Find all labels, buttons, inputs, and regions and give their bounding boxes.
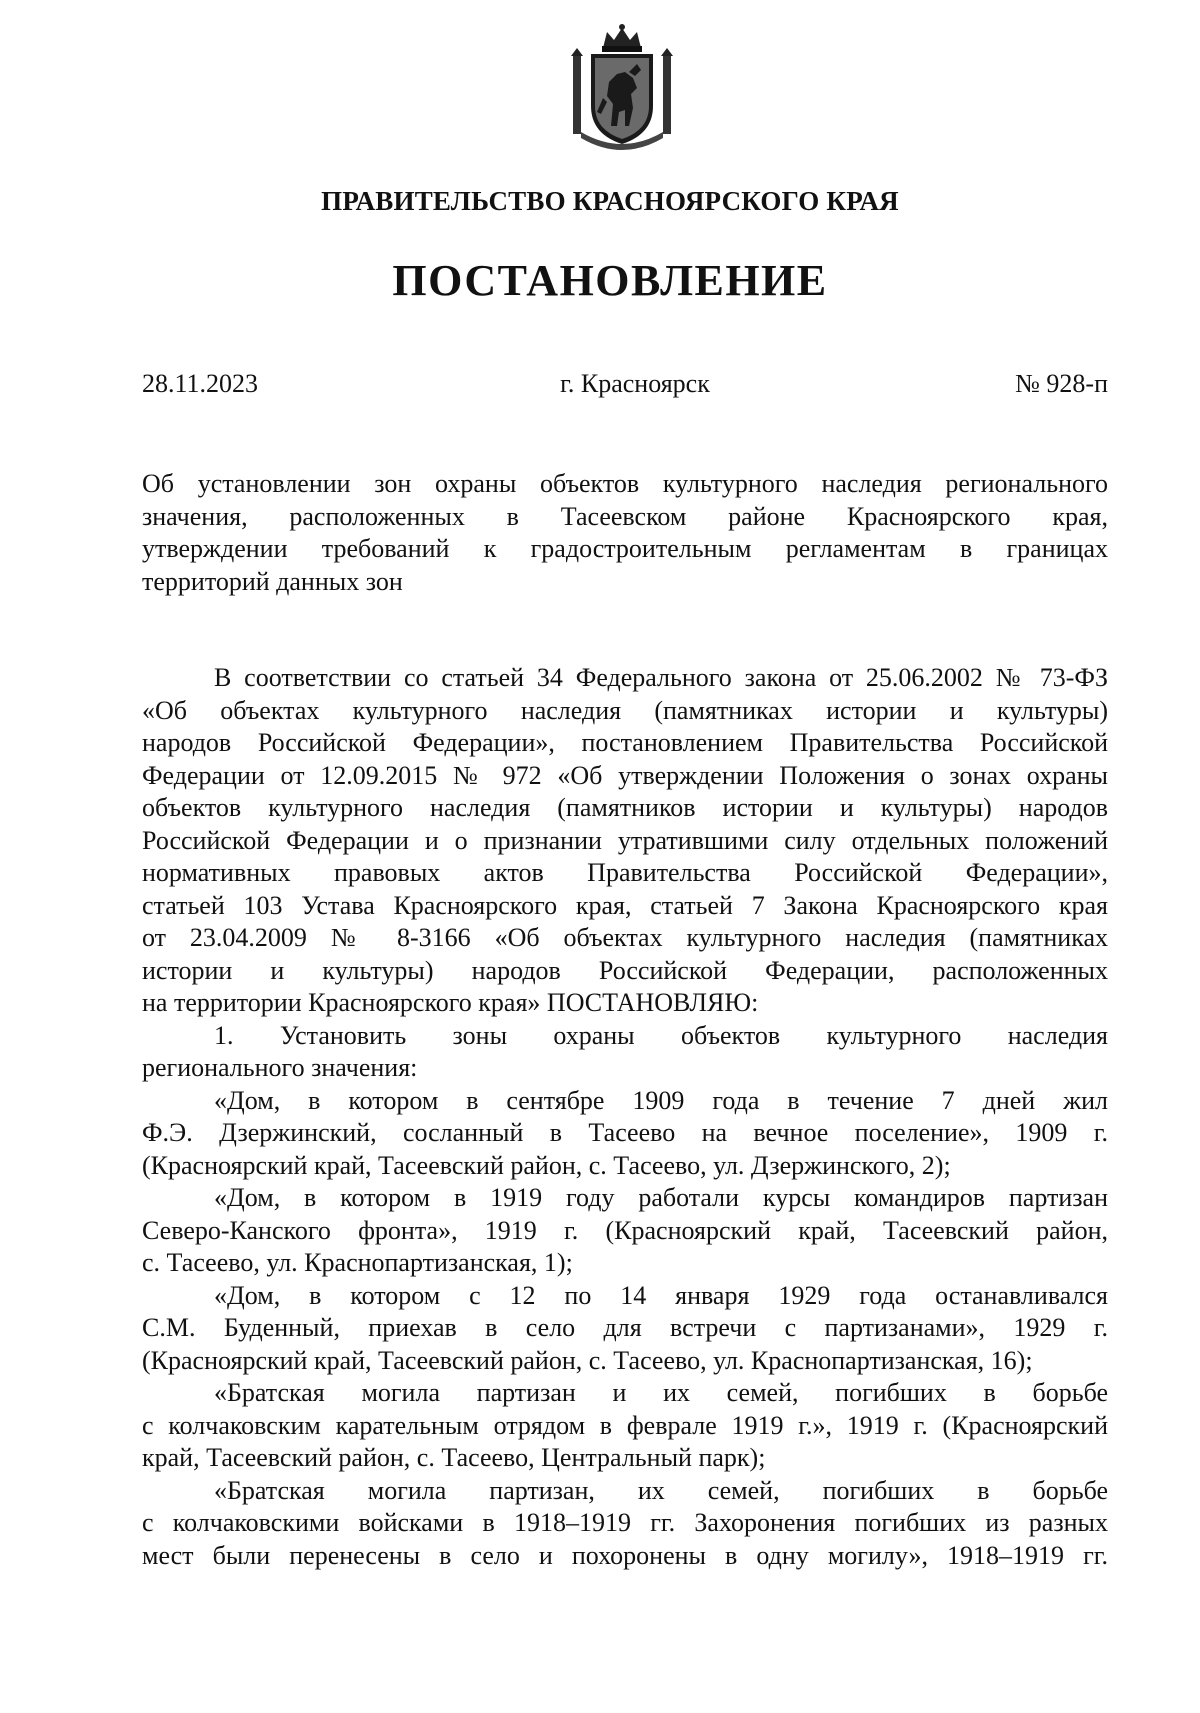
body-line: Ф.Э. Дзержинский, сосланный в Тасеево на вечное поселение», 1909 г.: [142, 1118, 1108, 1147]
body-line: объектов культурного наследия (памятников истории и культуры) народов: [142, 793, 1108, 822]
body-line: с колчаковским карательным отрядом в феврале 1919 г.», 1919 г. (Красноярский: [142, 1410, 1108, 1440]
body-line: «Братская могила партизан, их семей, погибших в борьбе: [214, 1475, 1108, 1505]
document-meta-row: [142, 369, 1108, 403]
document-date: 28.11.2023: [142, 369, 259, 398]
body-line: 1. Установить зоны охраны объектов культурного наследия: [214, 1020, 1108, 1050]
document-type-title: ПОСТАНОВЛЕНИЕ: [392, 256, 828, 305]
body-line: на территории Красноярского края» ПОСТАНОВЛЯЮ:: [142, 988, 759, 1017]
subject-line: территорий данных зон: [142, 566, 403, 596]
subject-line: значения, расположенных в Тасеевском районе Красноярского края,: [142, 501, 1108, 531]
body-line: Федерации от 12.09.2015 № 972 «Об утверждении Положения о зонах охраны: [142, 760, 1108, 790]
body-line: «Дом, в котором с 12 по 14 января 1929 года останавливался: [214, 1280, 1108, 1310]
body-line: (Красноярский край, Тасеевский район, с. Тасеево, ул. Дзержинского, 2);: [142, 1150, 951, 1180]
coat-of-arms-icon: [567, 22, 677, 150]
subject-line: утверждении требований к градостроительным регламентам в границах: [142, 534, 1108, 563]
body-line: истории и культуры) народов Российской Федерации, расположенных: [142, 955, 1108, 985]
body-line: Северо-Канского фронта», 1919 г. (Красноярский край, Тасеевский район,: [142, 1215, 1108, 1245]
body-line: нормативных правовых актов Правительства Российской Федерации»,: [142, 858, 1108, 887]
document-number: № 928-п: [1015, 369, 1108, 398]
body-line: регионального значения:: [142, 1053, 418, 1082]
body-line: (Красноярский край, Тасеевский район, с. Тасеево, ул. Краснопартизанская, 16);: [142, 1345, 1033, 1375]
body-line: Российской Федерации и о признании утратившими силу отдельных положений: [142, 825, 1108, 855]
body-line: с колчаковскими войсками в 1918–1919 гг. Захоронения погибших из разных: [142, 1508, 1108, 1537]
body-line: народов Российской Федерации», постановлением Правительства Российской: [142, 728, 1108, 757]
document-city: г. Красноярск: [560, 369, 710, 398]
document-body: [142, 662, 1108, 1572]
body-line: «Дом, в котором в сентябре 1909 года в течение 7 дней жил: [214, 1085, 1108, 1115]
body-line: от 23.04.2009 № 8-3166 «Об объектах культурного наследия (памятниках: [142, 923, 1108, 952]
body-line: «Дом, в котором в 1919 году работали курсы командиров партизан: [214, 1183, 1108, 1212]
body-line: край, Тасеевский район, с. Тасеево, Центральный парк);: [142, 1443, 766, 1472]
body-line: статьей 103 Устава Красноярского края, статьей 7 Закона Красноярского края: [142, 890, 1108, 920]
body-line: мест были перенесены в село и похоронены в одну могилу», 1918–1919 гг.: [142, 1540, 1108, 1570]
body-line: «Об объектах культурного наследия (памятниках истории и культуры): [142, 695, 1108, 725]
document-subject: [142, 468, 1108, 598]
body-line: С.М. Буденный, приехав в село для встречи с партизанами», 1929 г.: [142, 1313, 1108, 1342]
body-line: В соответствии со статьей 34 Федерального закона от 25.06.2002 № 73-ФЗ: [214, 663, 1108, 692]
body-line: «Братская могила партизан и их семей, погибших в борьбе: [214, 1378, 1108, 1407]
subject-line: Об установлении зон охраны объектов культурного наследия регионального: [142, 469, 1108, 498]
body-line: с. Тасеево, ул. Краснопартизанская, 1);: [142, 1248, 573, 1277]
government-title: ПРАВИТЕЛЬСТВО КРАСНОЯРСКОГО КРАЯ: [321, 186, 899, 216]
